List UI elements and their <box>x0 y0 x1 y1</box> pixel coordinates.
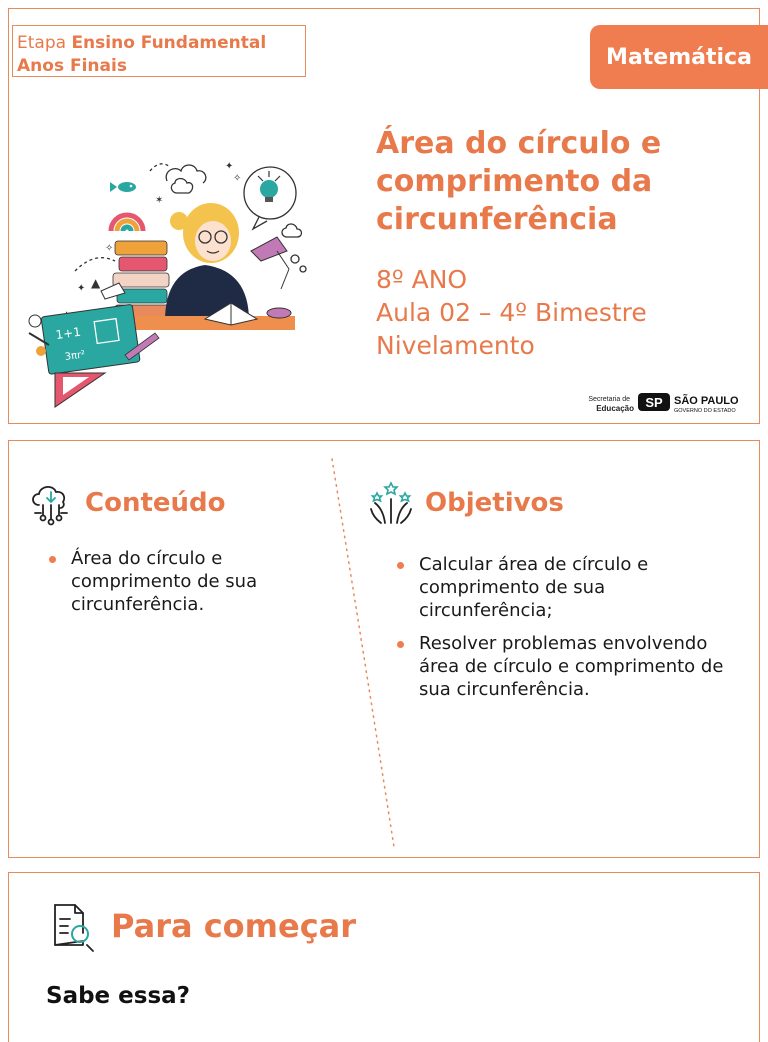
cover-slide <box>8 8 760 424</box>
content-heading <box>29 479 226 527</box>
start-heading <box>47 901 356 951</box>
svg-text:3πr²: 3πr² <box>64 349 86 364</box>
objectives-heading <box>369 479 564 527</box>
logo-educacao: Educação <box>596 404 634 413</box>
level-line: Nivelamento <box>376 331 535 360</box>
svg-text:✶: ✶ <box>155 195 164 206</box>
lesson-info <box>376 263 736 362</box>
content-title: Conteúdo <box>85 488 226 518</box>
start-title: Para começar <box>111 907 357 945</box>
svg-text:✧: ✧ <box>105 243 114 254</box>
objective-item: Calcular área de círculo e comprimento de sua circunferência; <box>395 553 725 622</box>
title-line: Área do círculo e <box>376 126 662 161</box>
cloud-network-icon <box>29 479 73 527</box>
fireworks-icon <box>369 479 413 527</box>
student-reading-illustration <box>15 141 315 411</box>
logo-state: SÃO PAULO <box>674 395 739 407</box>
stage-label <box>12 25 306 77</box>
start-subtitle: Sabe essa? <box>46 983 190 1009</box>
grade-line: 8º ANO <box>376 265 468 294</box>
content-list <box>47 547 307 626</box>
svg-text:1+1: 1+1 <box>54 324 82 343</box>
stage-prefix: Etapa <box>17 33 72 53</box>
lesson-title <box>376 125 736 239</box>
svg-text:✧: ✧ <box>233 173 242 184</box>
lesson-line: Aula 02 – 4º Bimestre <box>376 298 647 327</box>
overview-slide <box>8 440 760 858</box>
document-search-icon <box>47 901 97 951</box>
logo-sp-mark: SP <box>645 395 663 410</box>
title-line: comprimento da <box>376 164 653 199</box>
start-slide <box>8 872 760 1042</box>
objective-item: Resolver problemas envolvendo área de círculo e comprimento de sua circunferência. <box>395 632 725 701</box>
stage-line1: Ensino Fundamental <box>71 33 267 53</box>
objectives-title: Objetivos <box>425 488 564 518</box>
title-line: circunferência <box>376 202 618 237</box>
subject-tag: Matemática <box>590 25 768 89</box>
sao-paulo-logo <box>588 391 754 415</box>
svg-text:✦: ✦ <box>225 161 234 172</box>
objectives-list <box>395 553 725 711</box>
svg-text:✦: ✦ <box>77 283 86 294</box>
content-item: Área do círculo e comprimento de sua circunferência. <box>47 547 307 616</box>
logo-secretaria: Secretaria de <box>588 396 630 403</box>
logo-gov: GOVERNO DO ESTADO <box>674 408 736 414</box>
svg-text:▲: ▲ <box>91 276 101 290</box>
stage-line2: Anos Finais <box>17 56 127 76</box>
